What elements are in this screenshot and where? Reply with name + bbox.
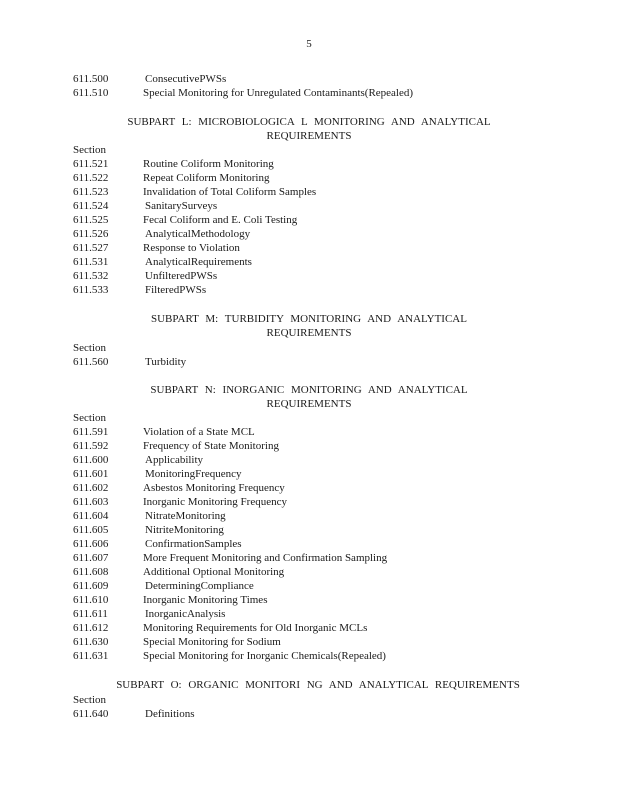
subpart-heading-line1: SUBPART N: INORGANIC MONITORING AND ANALYTICAL [150,384,468,396]
section-title: Fecal Coliform and E. Coli Testing [143,214,298,226]
section-title: Frequency of State Monitoring [143,440,279,452]
section-title: InorganicAnalysis [145,608,226,620]
section-label: Section [73,412,106,424]
page-number: 5 [306,38,312,50]
section-title: Definitions [145,708,195,720]
section-number: 611.527 [73,242,109,254]
section-number: 611.592 [73,440,109,452]
section-number: 611.522 [73,172,109,184]
section-title: Response to Violation [143,242,240,254]
subpart-heading-line2: REQUIREMENTS [266,130,352,142]
section-number: 611.640 [73,708,109,720]
section-number: 611.608 [73,566,109,578]
section-label: Section [73,342,106,354]
section-number: 611.531 [73,256,109,268]
section-number: 611.533 [73,284,109,296]
section-number: 611.560 [73,356,109,368]
subpart-heading-line2: REQUIREMENTS [266,398,352,410]
section-title: Inorganic Monitoring Frequency [143,496,287,508]
section-title: More Frequent Monitoring and Confirmation Sampling [143,552,388,564]
subpart-heading-line1: SUBPART L: MICROBIOLOGICA L MONITORING AND ANALYTICAL [127,116,491,128]
section-number: 611.525 [73,214,109,226]
subpart-heading-line2: REQUIREMENTS [266,327,352,339]
section-label: Section [73,694,106,706]
section-number: 611.611 [73,608,108,620]
section-number: 611.609 [73,580,109,592]
section-number: 611.510 [73,87,109,99]
section-title: Inorganic Monitoring Times [143,594,268,606]
section-title: UnfilteredPWSs [145,270,218,282]
section-title: NitriteMonitoring [145,524,224,536]
section-title: Additional Optional Monitoring [143,566,285,578]
section-number: 611.602 [73,482,109,494]
section-title: Routine Coliform Monitoring [143,158,274,170]
section-number: 611.630 [73,636,109,648]
section-title: Special Monitoring for Sodium [143,636,281,648]
section-number: 611.631 [73,650,109,662]
section-title: MonitoringFrequency [145,468,242,480]
section-number: 611.603 [73,496,109,508]
section-title: ConfirmationSamples [145,538,242,550]
section-title: DeterminingCompliance [145,580,254,592]
section-number: 611.607 [73,552,109,564]
subpart-heading-line1: SUBPART O: ORGANIC MONITORI NG AND ANALYTICAL REQUIREMENTS [116,679,520,691]
section-title: Applicability [145,454,204,466]
section-number: 611.604 [73,510,109,522]
section-title: SanitarySurveys [145,200,218,212]
section-number: 611.601 [73,468,109,480]
section-title: AnalyticalMethodology [145,228,251,240]
section-number: 611.605 [73,524,109,536]
section-number: 611.500 [73,73,109,85]
section-title: Asbestos Monitoring Frequency [143,482,285,494]
section-number: 611.532 [73,270,109,282]
section-number: 611.526 [73,228,109,240]
section-number: 611.600 [73,454,109,466]
section-title: Turbidity [145,356,187,368]
subpart-heading-line1: SUBPART M: TURBIDITY MONITORING AND ANALYTICAL [151,313,467,325]
section-number: 611.610 [73,594,109,606]
section-title: Monitoring Requirements for Old Inorganic MCLs [143,622,368,634]
section-title: FilteredPWSs [145,284,207,296]
section-number: 611.591 [73,426,109,438]
section-title: Violation of a State MCL [143,426,255,438]
section-title: NitrateMonitoring [145,510,226,522]
section-label: Section [73,144,106,156]
section-title: Special Monitoring for Unregulated Contaminants(Repealed) [143,87,414,99]
section-number: 611.521 [73,158,109,170]
section-title: Repeat Coliform Monitoring [143,172,270,184]
section-number: 611.612 [73,622,109,634]
section-number: 611.606 [73,538,109,550]
section-title: AnalyticalRequirements [145,256,252,268]
section-title: ConsecutivePWSs [145,73,227,85]
section-number: 611.524 [73,200,109,212]
section-title: Special Monitoring for Inorganic Chemicals(Repealed) [143,650,386,662]
section-number: 611.523 [73,186,109,198]
section-title: Invalidation of Total Coliform Samples [143,186,317,198]
